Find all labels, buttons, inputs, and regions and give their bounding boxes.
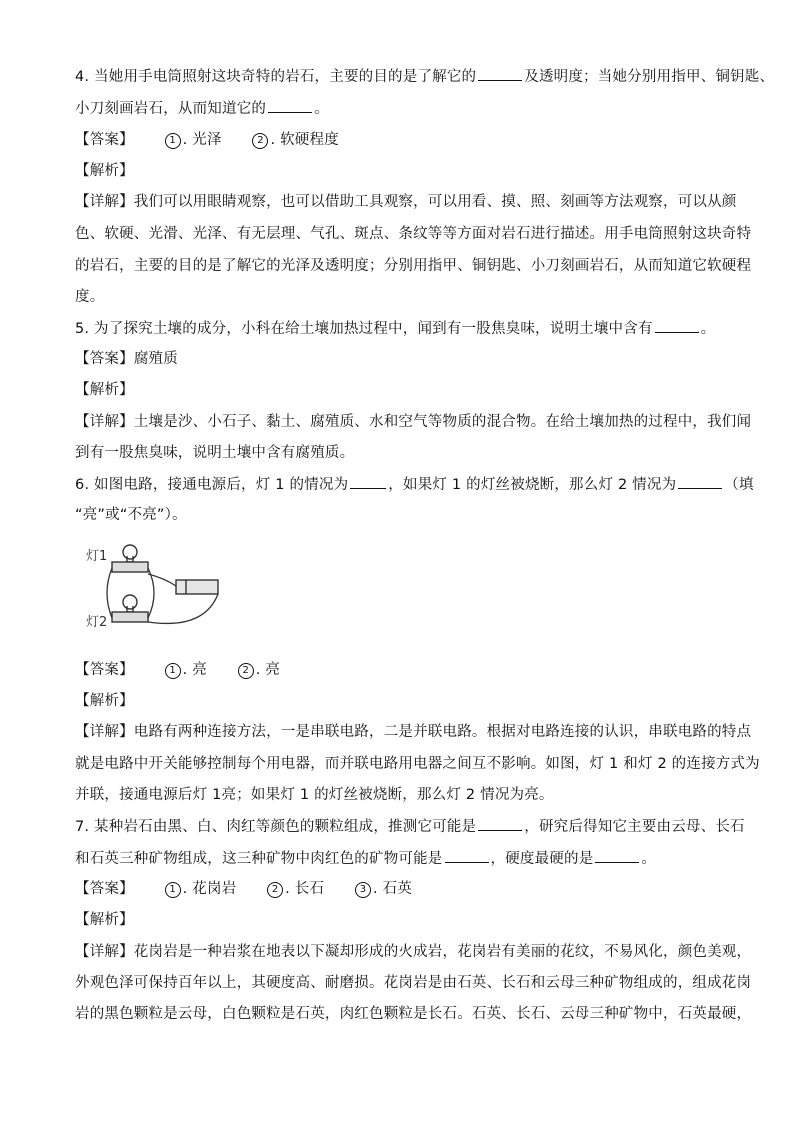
lamp2-label: 灯2 [86, 615, 108, 630]
q5-detail-line1: 【详解】土壤是沙、小石子、黏土、腐殖质、水和空气等物质的混合物。在给土壤加热的过程中，我们闻 [75, 414, 752, 430]
q5-answer: 【答案】腐殖质 [75, 351, 178, 367]
q4-blank-2 [268, 98, 312, 113]
circled-number-3: 3 [355, 882, 371, 898]
q4-analysis-tag: 【解析】 [75, 163, 134, 179]
lamp1-icon [112, 545, 148, 572]
q7-blank-2 [445, 848, 489, 863]
q6-stem-line1: 6. 如图电路，接通电源后，灯 1 的情况为 ，如果灯 1 的灯丝被烧断，那么灯 2 情况为 （填 [75, 474, 754, 495]
battery-icon [176, 580, 218, 594]
circled-number-1: 1 [165, 133, 181, 149]
q7-detail-line3: 岩的黑色颗粒是云母，白色颗粒是石英，肉红色颗粒是长石。石英、长石、云母三种矿物中，石英最硬， [75, 1006, 752, 1022]
q7-stem-line1: 7. 某种岩石由黑、白、肉红等颜色的颗粒组成，推测它可能是 ，研究后得知它主要由云母、长石 [75, 816, 745, 837]
q6-answer: 【答案】 1 . 亮 2 . 亮 [75, 662, 281, 678]
lamp1-label: 灯1 [86, 549, 108, 564]
q5-stem-line1: 5. 为了探究土壤的成分，小科在给土壤加热过程中，闻到有一股焦臭味，说明土壤中含有 。 [75, 318, 715, 339]
circled-number-2: 2 [252, 133, 268, 149]
q4-stem-line1: 4. 当她用手电筒照射这块奇特的岩石，主要的目的是了解它的 及透明度；当她分别用指甲、铜钥匙、 [75, 66, 774, 87]
q6-blank-2 [678, 474, 722, 489]
circled-number-2: 2 [267, 882, 283, 898]
circled-number-2: 2 [238, 663, 254, 679]
q4-answer: 【答案】 1 . 光泽 2 . 软硬程度 [75, 132, 339, 148]
q4-stem-line2: 小刀刻画岩石，从而知道它的 。 [75, 98, 329, 119]
q5-analysis-tag: 【解析】 [75, 382, 134, 398]
q6-stem-line2: “亮”或“不亮”）。 [75, 507, 187, 523]
circuit-diagram [84, 538, 234, 648]
q7-blank-3 [595, 848, 639, 863]
q7-detail-line2: 外观色泽可保持百年以上，其硬度高、耐磨损。花岗岩是由石英、长石和云母三种矿物组成的，组成花岗 [75, 975, 752, 991]
q7-analysis-tag: 【解析】 [75, 912, 134, 928]
q7-answer: 【答案】 1 . 花岗岩 2 . 长石 3 . 石英 [75, 881, 413, 897]
q7-detail-line1: 【详解】花岗岩是一种岩浆在地表以下凝却形成的火成岩，花岗岩有美丽的花纹，不易风化，颜色美观， [75, 944, 752, 960]
circled-number-1: 1 [165, 882, 181, 898]
q6-detail-line2: 就是电路中开关能够控制每个用电器，而并联电路用电器之间互不影响。如图，灯 1 和灯 2 的连接方式为 [75, 756, 760, 772]
q4-detail-line1: 【详解】我们可以用眼睛观察，也可以借助工具观察，可以用看、摸、照、刻画等方法观察，可以从颜 [75, 194, 737, 210]
q7-blank-1 [478, 816, 522, 831]
q5-blank-1 [655, 318, 699, 333]
q4-blank-1 [478, 66, 522, 81]
q4-detail-line3: 的岩石，主要的目的是了解它的光泽及透明度；分别用指甲、铜钥匙、小刀刻画岩石，从而知道它软硬程 [75, 258, 752, 274]
q6-blank-1 [350, 474, 386, 489]
q7-stem-line2: 和石英三种矿物组成，这三种矿物中肉红色的矿物可能是 ，硬度最硬的是 。 [75, 848, 656, 869]
q6-analysis-tag: 【解析】 [75, 693, 134, 709]
q6-detail-line1: 【详解】电路有两种连接方法，一是串联电路，二是并联电路。根据对电路连接的认识，串联电路的特点 [75, 724, 752, 740]
q5-detail-line2: 到有一股焦臭味，说明土壤中含有腐殖质。 [75, 445, 355, 461]
lamp2-icon [112, 595, 148, 622]
q4-detail-line2: 色、软硬、光滑、光泽、有无层理、气孔、斑点、条纹等等方面对岩石进行描述。用手电筒照射这块奇特 [75, 226, 752, 242]
q4-detail-line4: 度。 [75, 289, 105, 305]
circled-number-1: 1 [165, 663, 181, 679]
q6-detail-line3: 并联，接通电源后灯 1亮；如果灯 1 的灯丝被烧断，那么灯 2 情况为亮。 [75, 787, 554, 803]
